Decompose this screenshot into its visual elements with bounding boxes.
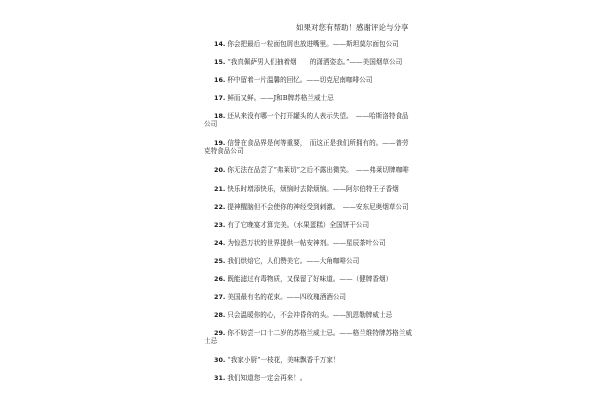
list-item	[204, 293, 414, 301]
list-item	[204, 94, 414, 102]
item-text: 快乐时增添快乐，烦恼时去除烦恼。——阿尔伯特王子香烟	[227, 185, 399, 193]
list-item	[204, 166, 414, 174]
list-item	[204, 257, 414, 265]
item-text: 只会温暖你的心，不会冲昏你的头。——凯恩勒牌威士忌	[227, 311, 393, 319]
list-item	[204, 185, 414, 193]
item-number: 22.	[214, 203, 226, 211]
list-item	[204, 374, 414, 382]
list-item	[204, 58, 414, 66]
list-item	[204, 329, 414, 345]
list-item	[204, 239, 414, 247]
item-text: 杯中留着一片温馨的回忆。——切克尼南咖啡公司	[227, 76, 373, 84]
item-number: 15.	[214, 58, 226, 66]
item-text: 你会把最后一粒面包屑也放进嘴里。——斯坦莫尔面包公司	[227, 40, 399, 48]
list-item	[204, 112, 414, 128]
item-text: 鲜而又鲜。——J和B牌苏格兰威士忌	[227, 94, 334, 102]
list-item	[204, 221, 414, 229]
item-text: “我家小厨”一枝花，美味飘香千万家！	[227, 356, 340, 364]
item-text: 既能滤过有毒物质，又保留了好味道。——（健牌香烟）	[227, 275, 393, 283]
item-text: 还从来没有哪一个打开罐头的人表示失望。 ——哈斯洛特食品公司	[204, 112, 409, 128]
slogan-list	[204, 40, 414, 392]
list-item	[204, 40, 414, 48]
page-header: 如果对您有帮助！感谢评论与分享	[296, 23, 409, 32]
item-number: 19.	[214, 139, 226, 147]
item-text: 你无法在品尝了“弗莱切”之后不露出微笑。 ——弗莱切牌咖啡	[227, 166, 409, 174]
item-number: 20.	[214, 166, 226, 174]
list-item	[204, 76, 414, 84]
item-number: 24.	[214, 239, 226, 247]
list-item	[204, 311, 414, 319]
list-item	[204, 275, 414, 283]
item-text: 我们知道您一定会再来！。	[227, 374, 307, 382]
item-number: 18.	[214, 112, 226, 120]
item-text: 为惊恐万状的世界提供一帖安神剂。——星辰茶叶公司	[227, 239, 386, 247]
item-number: 27.	[214, 293, 226, 301]
item-number: 31.	[214, 374, 226, 382]
item-text: 提神醒脑但不会使你的神经受到刺激。 ——安东尼奥烟草公司	[227, 203, 409, 211]
list-item	[204, 356, 414, 364]
item-text: 有了它晚宴才算完美。（水果蛋糕）全国饼干公司	[227, 221, 370, 229]
item-number: 25.	[214, 257, 226, 265]
item-number: 30.	[214, 356, 226, 364]
item-text: 美国最有名的花束。——四玫瑰酒酒公司	[227, 293, 347, 301]
item-number: 28.	[214, 311, 226, 319]
list-item	[204, 139, 414, 155]
item-text: 我们烘焙它，人们赞美它。——大角咖啡公司	[227, 257, 360, 265]
item-number: 23.	[214, 221, 226, 229]
list-item	[204, 203, 414, 211]
item-number: 26.	[214, 275, 226, 283]
item-number: 21.	[214, 185, 226, 193]
item-number: 29.	[214, 329, 226, 337]
item-number: 16.	[214, 76, 226, 84]
item-number: 14.	[214, 40, 226, 48]
item-text: 信誉在食品界是何等重要， 而这正是我们所拥有的。——普劳克特食品公司	[204, 139, 409, 155]
item-text: 你不妨尝一口十二岁的苏格兰威士忌。——格兰维特牌苏格兰威士忌	[204, 329, 412, 345]
item-text: “我真佩萨男人们抽着烟 的潇洒姿态。”——美国烟草公司	[227, 58, 403, 66]
item-number: 17.	[214, 94, 226, 102]
